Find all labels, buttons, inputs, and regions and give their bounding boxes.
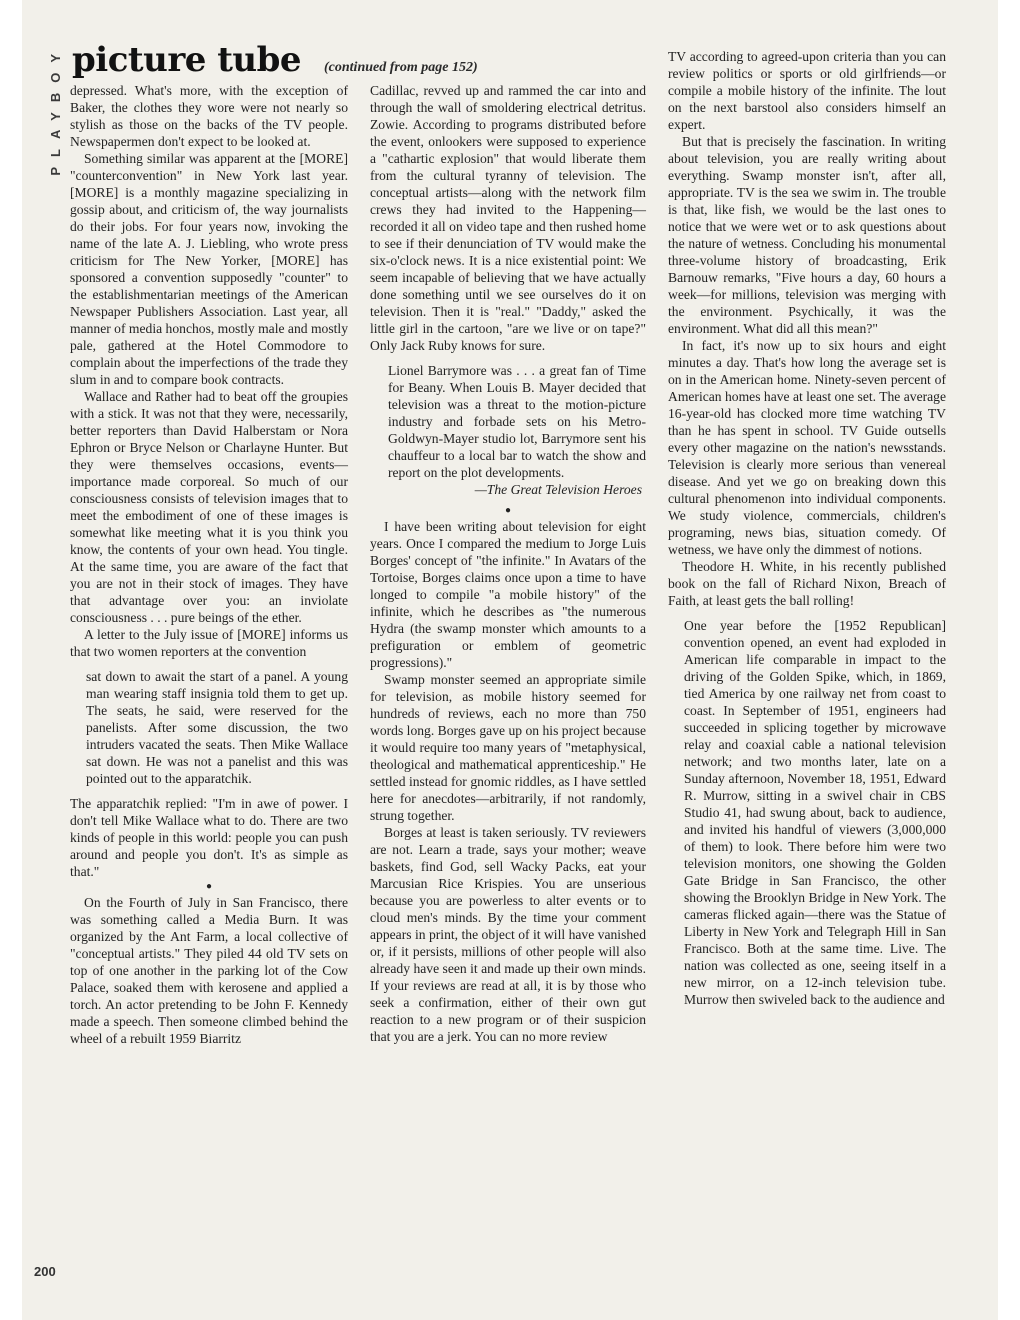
- article-title: picture tube: [72, 40, 302, 80]
- column-1: [70, 82, 348, 1047]
- continued-note: (continued from page 152): [324, 60, 478, 75]
- block-quote: [684, 617, 946, 1008]
- page-number: 200: [34, 1264, 56, 1279]
- paragraph: But that is precisely the fascination. In writing about television, you are really writing about everything. Swamp monster isn't, after all, appropriate. TV is the sea we swim in. The trouble is that, like fish, we would be the last ones to notice that we were wet or to ask questions about the nature of wetness. Concluding his monumental three-volume history of broadcasting, Erik Barnouw remarks, "Five hours a day, 60 hours a week—for millions, television was merging with the environment. Psychically, it was the environment. What did all this mean?": [668, 134, 946, 336]
- paragraph: The apparatchik replied: "I'm in awe of power. I don't tell Mike Wallace what to do. There are two kinds of people in this world: people you can push around and people you don't. It's as simple as that.": [70, 796, 348, 879]
- magazine-page: [22, 0, 998, 1320]
- paragraph: Borges at least is taken seriously. TV reviewers are not. Learn a trade, says your mother; weave baskets, find God, sell Wacky Packs, eat your Marcusian Rice Krispies. You are unserious because you are powerless to alter events or to cloud men's minds. By the time your comment appears in print, the object of it will have vanished or, if it persists, millions of other people will also already have seen it and made up their own minds. If your reviews are read at all, it is by those who seek a confirmation, either of their own gut reaction to a new program or of their suspicion that you are a jerk. You can no more review: [370, 825, 646, 1044]
- section-bullet: ●: [205, 881, 213, 892]
- block-quote: [86, 668, 348, 787]
- paragraph: On the Fourth of July in San Francisco, there was something called a Media Burn. It was organized by the Ant Farm, a local collective of "conceptual artists." They piled 44 old TV sets on top of one another in the parking lot of the Cow Palace, soaked them with kerosene and applied a torch. An actor pretending to be John F. Kennedy made a speech. Then someone climbed behind the wheel of a rebuilt 1959 Biarritz: [70, 895, 348, 1046]
- paragraph: Swamp monster seemed an appropriate simile for television, as mobile history seemed for hundreds of reviews, each no more than 750 words long. Borges gave up on his project because it would require too many years of "metaphysical, theological and mathematical apprenticeship." He settled instead for gnomic riddles, as I have settled here for anecdotes—arbitrarily, if not randomly, strung together.: [370, 672, 646, 823]
- paragraph: A letter to the July issue of [MORE] informs us that two women reporters at the convention: [70, 627, 348, 659]
- article-header: [72, 40, 632, 82]
- section-bullet: ●: [504, 505, 512, 516]
- paragraph: TV according to agreed-upon criteria than you can review politics or sports or old girlfriends—or compile a mobile history of the infinite. The lout on the next barstool also considers himself an expert.: [668, 49, 946, 132]
- paragraph: Theodore H. White, in his recently published book on the fall of Richard Nixon, Breach of Faith, at least gets the ball rolling!: [668, 559, 946, 608]
- paragraph: depressed. What's more, with the exception of Baker, the clothes they wore were not nearly so stylish as those on the backs of the TV people. Newspapermen don't expect to be looked at.: [70, 83, 348, 149]
- epigraph: [388, 362, 646, 498]
- quote-text: sat down to await the start of a panel. A young man wearing staff insignia told them to get up. The seats, he said, were reserved for the panelists. After some discussion, the two intruders vacated the seats. Then Mike Wallace sat down. He was not a panelist and this was pointed out to the apparatchik.: [86, 669, 348, 786]
- column-3: [668, 48, 946, 1016]
- paragraph: In fact, it's now up to six hours and eight minutes a day. That's how long the average set is on in the American home. Ninety-seven percent of American homes have at least one set. The average 16-year-old has clocked more time watching TV than he has spent in school. TV Guide outsells every other magazine on the nation's newsstands. Television is clearly more serious than venereal disease. And yet we go on breaking down this cultural phenomenon into individual components. We study violence, commercials, children's programing, news bias, situation comedy. Of wetness, we have only the dimmest of notions.: [668, 338, 946, 557]
- epigraph-text: Lionel Barrymore was . . . a great fan of Time for Beany. When Louis B. Mayer decided that television was a threat to the motion-picture industry and forbade sets on his Metro-Goldwyn-Mayer studio lot, Barrymore sent his chauffeur to a local bar to watch the show and report on the plot developments.: [388, 363, 646, 480]
- paragraph: Cadillac, revved up and rammed the car into and through the wall of smoldering electrical detritus. Zowie. According to programs distributed before the event, onlookers were supposed to experience a "cathartic explosion" that would liberate them from the cultural tyranny of television. The conceptual artists—along with the network film crews they had invited to the Happening—recorded it all on video tape and then rushed home to see if their denunciation of TV would make the six-o'clock news. It is a nice existential point: We seem incapable of believing that we have actually done something until we see ourselves do it on television. Then it is "real." "Daddy," asked the little girl in the cartoon, "are we live or on tape?" Only Jack Ruby knows for sure.: [370, 83, 646, 353]
- paragraph: Something similar was apparent at the [MORE] "counterconvention" in New York last year. [MORE] is a monthly magazine specializing in gossip about, and criticism of, the way journalists do their jobs. For four years now, invoking the name of the late A. J. Liebling, who wrote press criticism for The New Yorker, [MORE] has sponsored a convention supposedly "counter" to the establishmentarian meetings of the American Newspaper Publishers Association. Last year, all manner of media honchos, mostly male and mostly pale, gathered at the Hotel Commodore to complain about the imperfections of the trade they slum in and to compare book contracts.: [70, 151, 348, 387]
- paragraph: Wallace and Rather had to beat off the groupies with a stick. It was not that they were, necessarily, better reporters than David Halberstam or Nora Ephron or Bryce Nelson or Charlayne Hunter. But they were themselves occasions, events—importance made corporeal. So much of our consciousness consists of television images that to meet the embodiment of one of these images is somewhat like meeting what it is you think you know, the contents of your own head. You tingle. At the same time, you are aware of the fact that you are not in their stock of images. They have that advantage over you: an inviolate consciousness . . . pure beings of the ether.: [70, 389, 348, 625]
- epigraph-attribution: —The Great Television Heroes: [474, 482, 642, 497]
- column-2: [370, 82, 646, 1045]
- paragraph: I have been writing about television for eight years. Once I compared the medium to Jorge Luis Borges' concept of "the infinite." In Avatars of the Tortoise, Borges claims once upon a time to have longed to compile "a mobile history" of the infinite, which he describes as "the numerous Hydra (the swamp monster which amounts to a prefiguration or emblem of geometric progressions).": [370, 519, 646, 670]
- quote-text: One year before the [1952 Republican] convention opened, an event had exploded in American life comparable in impact to the driving of the Golden Spike, which, in 1869, tied America by one railway net from coast to coast. In September of 1951, engineers had succeeded in splicing together by microwave relay and coaxial cable a national television network; and two months later, late on a Sunday afternoon, November 18, 1951, Edward R. Murrow, sitting in a swivel chair in CBS Studio 41, had swung about, back to audience, and invited his handful of viewers (3,000,000 of them) to look. There before him were two television monitors, one showing the Golden Gate Bridge in San Francisco, the other showing the Brooklyn Bridge in New York. The cameras flicked again—there was the Statue of Liberty in New York and Telegraph Hill in San Francisco. Both at the same time. Live. The nation was collected as one, seeing itself in a new mirror, on a 12-inch television tube. Murrow then swiveled back to the audience and: [684, 618, 946, 1007]
- masthead: PLAYBOY: [48, 44, 63, 176]
